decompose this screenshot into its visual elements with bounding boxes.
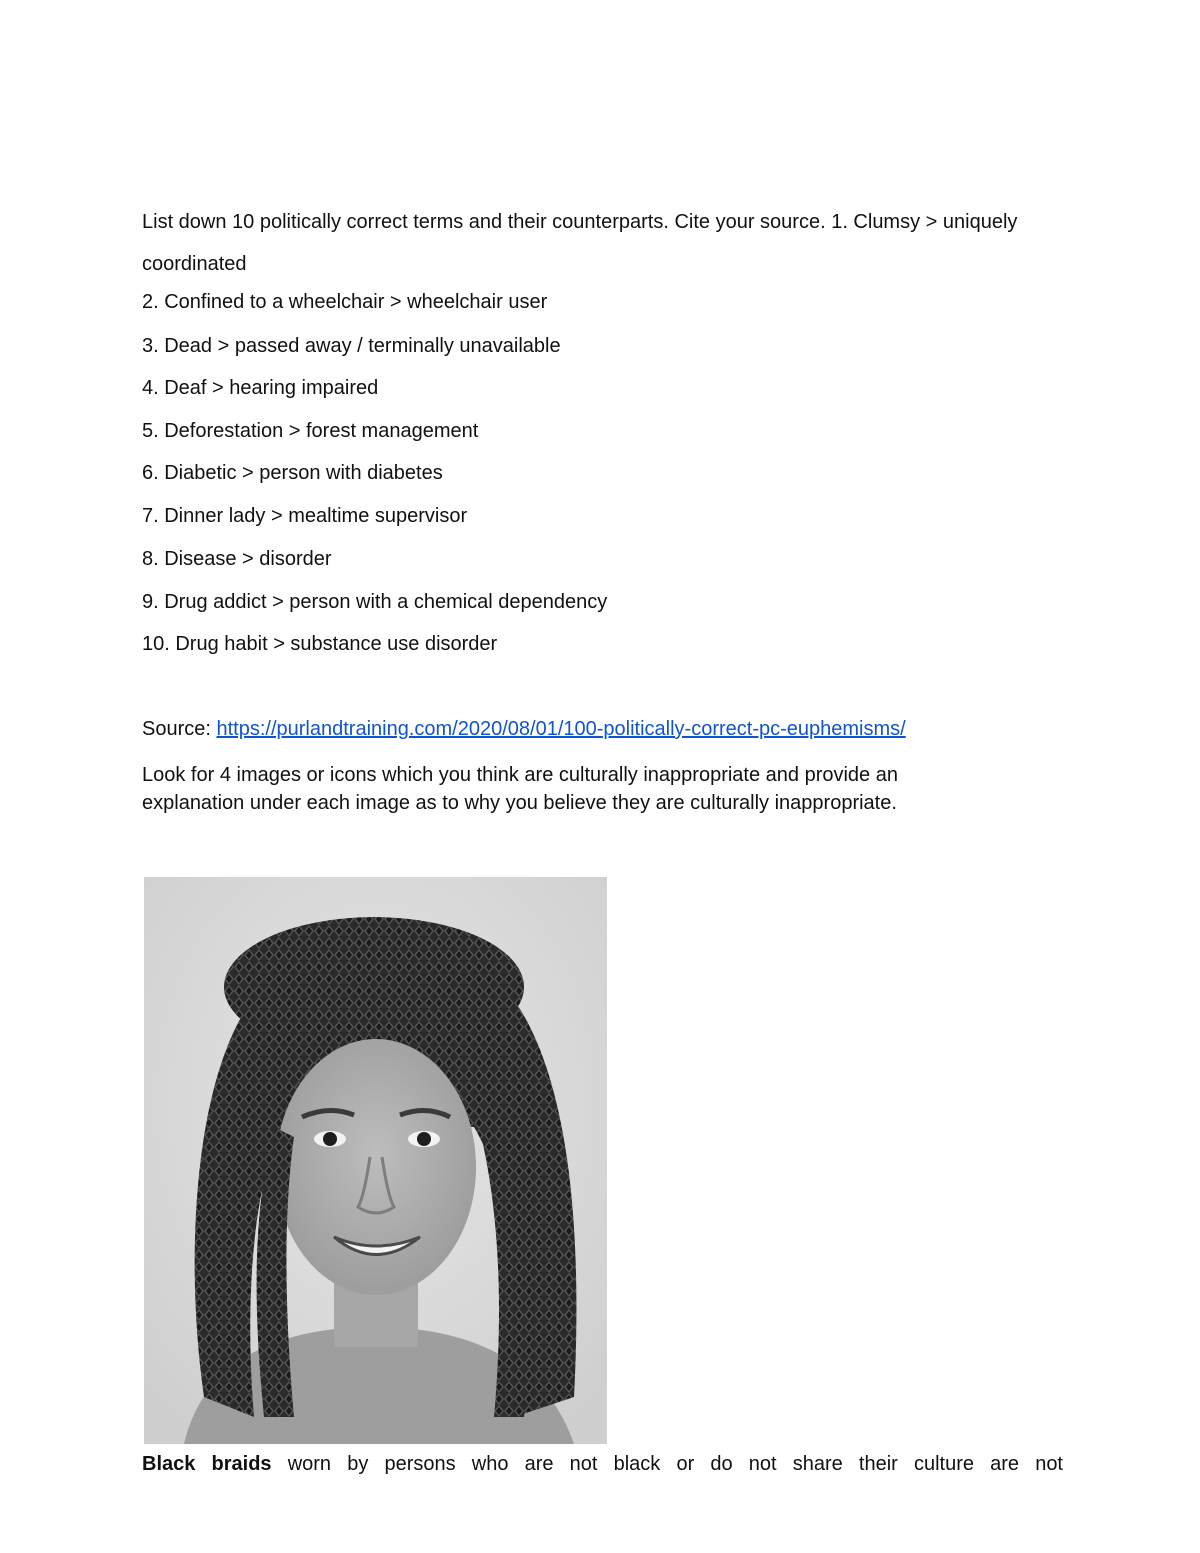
caption-text: worn by persons who are not black or do not share their culture are not	[271, 1453, 1063, 1475]
source-label: Source:	[142, 718, 217, 740]
list-item-8: 8. Disease > disorder	[142, 548, 332, 570]
list-item-3: 3. Dead > passed away / terminally unavailable	[142, 335, 561, 357]
portrait-image	[144, 877, 607, 1444]
list-item-6: 6. Diabetic > person with diabetes	[142, 462, 443, 484]
task-paragraph: Look for 4 images or icons which you think are culturally inappropriate and provide an explanation under each image as to why you believe they are culturally inappropriate.	[142, 764, 898, 814]
list-item-10: 10. Drug habit > substance use disorder	[142, 633, 498, 655]
braids-photo	[144, 877, 607, 1444]
list-item-9: 9. Drug addict > person with a chemical dependency	[142, 591, 608, 613]
caption-bold: Black braids	[142, 1453, 272, 1475]
list-item-2: 2. Confined to a wheelchair > wheelchair user	[142, 291, 548, 313]
image-caption	[142, 1452, 1063, 1476]
list-item-4: 4. Deaf > hearing impaired	[142, 377, 379, 399]
list-item-7: 7. Dinner lady > mealtime supervisor	[142, 505, 468, 527]
source-link[interactable]: https://purlandtraining.com/2020/08/01/100-politically-correct-pc-euphemisms/	[216, 718, 906, 740]
source-line	[142, 717, 1042, 741]
list-item-5: 5. Deforestation > forest management	[142, 420, 479, 442]
intro-paragraph: List down 10 politically correct terms and their counterparts. Cite your source. 1. Clumsy > uniquely coordinated	[142, 211, 1018, 275]
